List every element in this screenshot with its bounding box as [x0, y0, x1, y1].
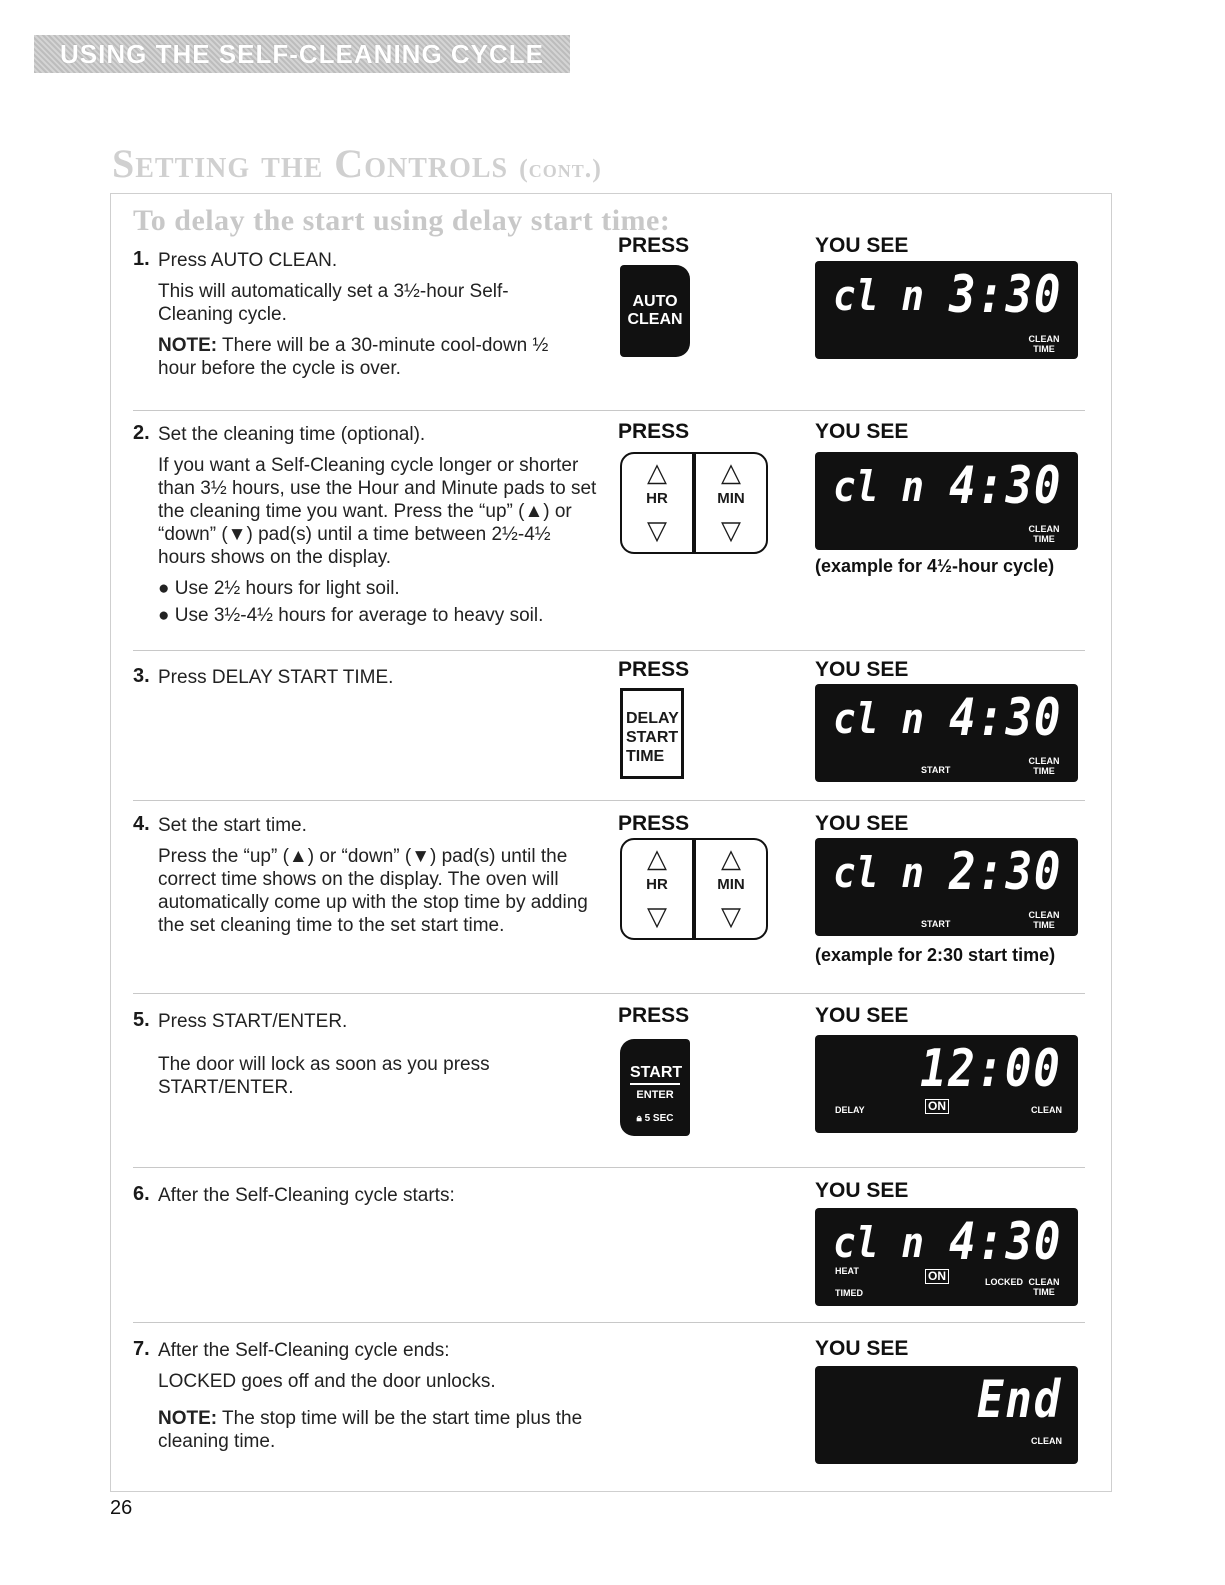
separator [133, 1322, 1085, 1323]
step-7-heading: After the Self-Cleaning cycle ends: [158, 1340, 450, 1361]
separator [133, 410, 1085, 411]
minute-down-icon[interactable]: ▽ [721, 515, 741, 545]
step-7-para: LOCKED goes off and the door unlocks. [158, 1371, 496, 1392]
step-4-display: cl n 2:30 START CLEAN TIME [815, 838, 1078, 936]
minute-up-icon[interactable]: △ [721, 843, 741, 873]
step-2-caption: (example for 4½-hour cycle) [815, 556, 1055, 576]
step-3-yousee-label: YOU SEE [815, 658, 909, 681]
step-5-press-label: PRESS [618, 1004, 690, 1027]
step-1-heading: Press AUTO CLEAN. [158, 250, 338, 271]
step-2-bullet-1: ● Use 2½ hours for light soil. [158, 578, 400, 599]
step-1-press-label: PRESS [618, 234, 690, 257]
separator [133, 1167, 1085, 1168]
step-4-para: Press the “up” (▲) or “down” (▼) pad(s) until the correct time shows on the display. The oven will automatically come up with the stop time by adding the set cleaning time to the set start time. [158, 846, 588, 936]
minute-down-icon[interactable]: ▽ [721, 901, 741, 931]
separator [133, 993, 1085, 994]
step-1-note: NOTE: There will be a 30-minute cool-down ½ hour before the cycle is over. [158, 335, 549, 379]
step-3-text [158, 666, 598, 697]
step-5-number: 5. [133, 1009, 150, 1031]
banner-text: USING THE SELF-CLEANING CYCLE [60, 39, 545, 69]
step-4-heading: Set the start time. [158, 815, 307, 836]
step-3-number: 3. [133, 665, 150, 687]
step-2-press-label: PRESS [618, 420, 690, 443]
step-2-heading: Set the cleaning time (optional). [158, 424, 426, 445]
step-6-number: 6. [133, 1183, 150, 1205]
step-5-display: 12:00 DELAY ON CLEAN [815, 1035, 1078, 1133]
step-6-yousee-label: YOU SEE [815, 1179, 909, 1202]
hour-down-icon[interactable]: ▽ [647, 901, 667, 931]
hour-pad[interactable]: △ HR ▽ [620, 452, 694, 554]
step-5-para: The door will lock as soon as you press START/ENTER. [158, 1054, 490, 1098]
step-7-number: 7. [133, 1338, 150, 1360]
step-7-text [158, 1339, 598, 1461]
step-5-heading: Press START/ENTER. [158, 1011, 348, 1032]
lock-icon: 🔒︎ 5 SEC [636, 1113, 674, 1124]
step-5-yousee-label: YOU SEE [815, 1004, 909, 1027]
section-banner [34, 35, 570, 73]
step-1-number: 1. [133, 248, 150, 270]
separator [133, 800, 1085, 801]
step-4-press-label: PRESS [618, 812, 690, 835]
step-4-text [158, 814, 598, 945]
step-1-yousee-label: YOU SEE [815, 234, 909, 257]
hour-up-icon[interactable]: △ [647, 457, 667, 487]
step-6-display: cl n 4:30 HEAT TIMED ON LOCKED CLEAN TIME [815, 1208, 1078, 1306]
step-2-yousee-label: YOU SEE [815, 420, 909, 443]
step-2-text [158, 423, 598, 627]
page-number: 26 [110, 1497, 133, 1519]
step-2-bullet-2: ● Use 3½-4½ hours for average to heavy soil. [158, 605, 544, 626]
step-7-display: End CLEAN [815, 1366, 1078, 1464]
page-title: Setting the Controls (cont.) [112, 141, 602, 186]
minute-pad[interactable]: △ MIN ▽ [694, 838, 768, 940]
hour-down-icon[interactable]: ▽ [647, 515, 667, 545]
hour-up-icon[interactable]: △ [647, 843, 667, 873]
step-4-number: 4. [133, 813, 150, 835]
step-6-heading: After the Self-Cleaning cycle starts: [158, 1185, 455, 1206]
step-2-display: cl n 4:30 CLEAN TIME [815, 452, 1078, 550]
separator [133, 650, 1085, 651]
step-4-caption: (example for 2:30 start time) [815, 945, 1056, 965]
step-3-heading: Press DELAY START TIME. [158, 667, 394, 688]
step-2-para: If you want a Self-Cleaning cycle longer or shorter than 3½ hours, use the Hour and Minute pads to set the cleaning time you want. Press the “up” (▲) or “down” (▼) pad(s) until a time between 2½-4½ hours shows on the display. [158, 455, 597, 568]
section-subtitle: To delay the start using delay start time: [133, 204, 671, 237]
step-7-yousee-label: YOU SEE [815, 1337, 909, 1360]
step-6-text [158, 1184, 598, 1215]
step-1-text [158, 249, 598, 388]
step-4-yousee-label: YOU SEE [815, 812, 909, 835]
auto-clean-button[interactable]: AUTO CLEAN [620, 265, 690, 357]
step-7-note: NOTE: The stop time will be the start time plus the cleaning time. [158, 1408, 583, 1452]
start-enter-button[interactable]: START ENTER 🔒︎ 5 SEC [620, 1039, 690, 1136]
delay-start-time-button[interactable]: DELAY START TIME [620, 688, 684, 779]
step-3-press-label: PRESS [618, 658, 690, 681]
step-5-text [158, 1010, 598, 1107]
minute-up-icon[interactable]: △ [721, 457, 741, 487]
step-2-number: 2. [133, 422, 150, 444]
step-1-display: cl n 3:30 CLEAN TIME [815, 261, 1078, 359]
hour-pad[interactable]: △ HR ▽ [620, 838, 694, 940]
step-1-para: This will automatically set a 3½-hour Self-Cleaning cycle. [158, 281, 509, 325]
minute-pad[interactable]: △ MIN ▽ [694, 452, 768, 554]
step-3-display: cl n 4:30 START CLEAN TIME [815, 684, 1078, 782]
